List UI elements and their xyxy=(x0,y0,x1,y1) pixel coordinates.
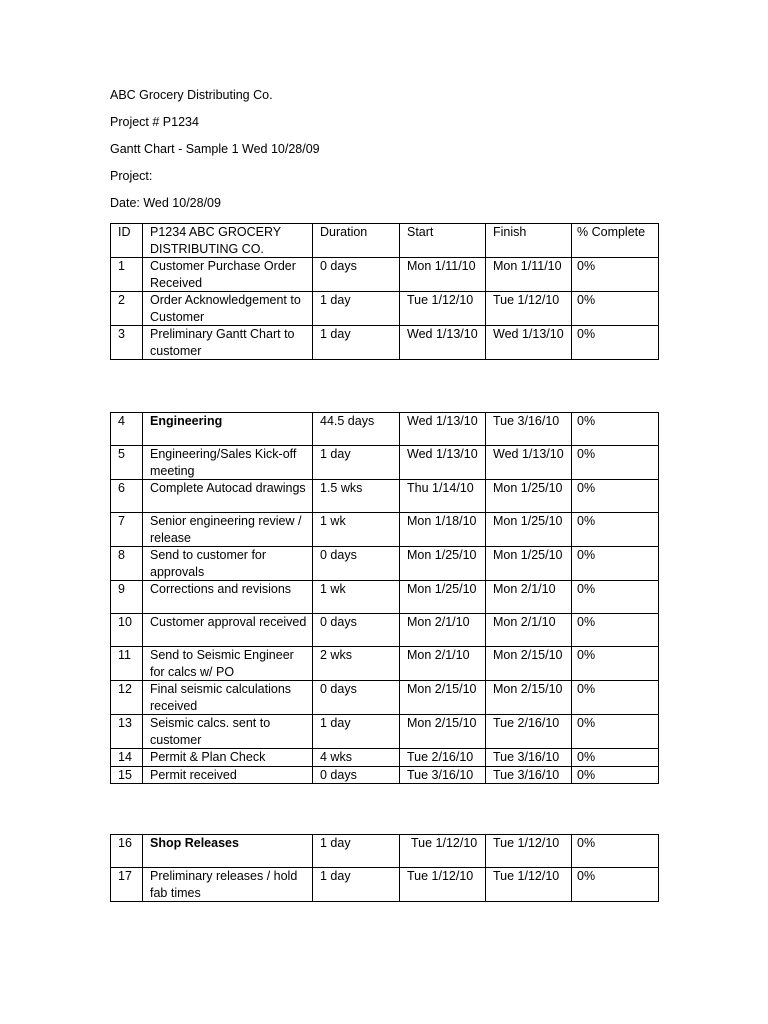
task-name: Permit & Plan Check xyxy=(143,749,313,767)
task-complete: 0% xyxy=(572,480,659,513)
task-id: 3 xyxy=(111,326,143,360)
task-start: Tue 1/12/10 xyxy=(400,868,486,902)
task-id: 12 xyxy=(111,681,143,715)
table-row xyxy=(111,715,659,749)
table-row xyxy=(111,326,659,360)
task-duration: 1 day xyxy=(313,715,400,749)
task-start: Wed 1/13/10 xyxy=(400,326,486,360)
task-name: Send to Seismic Engineer for calcs w/ PO xyxy=(143,647,313,681)
column-header-finish: Finish xyxy=(486,224,572,258)
task-name: Shop Releases xyxy=(143,835,313,868)
task-id: 1 xyxy=(111,258,143,292)
task-id: 6 xyxy=(111,480,143,513)
task-duration: 2 wks xyxy=(313,647,400,681)
task-complete: 0% xyxy=(572,749,659,767)
task-name: Preliminary Gantt Chart to customer xyxy=(143,326,313,360)
table-row xyxy=(111,480,659,513)
task-table-2 xyxy=(110,412,659,784)
task-complete: 0% xyxy=(572,835,659,868)
task-id: 8 xyxy=(111,547,143,581)
task-duration: 0 days xyxy=(313,258,400,292)
task-id: 7 xyxy=(111,513,143,547)
project-number: Project # P1234 xyxy=(110,115,199,129)
table-row xyxy=(111,868,659,902)
task-id: 2 xyxy=(111,292,143,326)
task-finish: Wed 1/13/10 xyxy=(486,446,572,480)
task-id: 15 xyxy=(111,766,143,784)
task-id: 16 xyxy=(111,835,143,868)
task-id: 5 xyxy=(111,446,143,480)
task-table-3 xyxy=(110,834,659,902)
task-duration: 44.5 days xyxy=(313,413,400,446)
task-finish: Mon 2/1/10 xyxy=(486,614,572,647)
task-name: Senior engineering review / release xyxy=(143,513,313,547)
task-duration: 1 day xyxy=(313,835,400,868)
task-finish: Tue 3/16/10 xyxy=(486,413,572,446)
task-id: 10 xyxy=(111,614,143,647)
task-start: Mon 1/25/10 xyxy=(400,547,486,581)
task-complete: 0% xyxy=(572,581,659,614)
column-header-id: ID xyxy=(111,224,143,258)
column-header-duration: Duration xyxy=(313,224,400,258)
task-name: Customer Purchase Order Received xyxy=(143,258,313,292)
task-duration: 1 wk xyxy=(313,581,400,614)
task-name: Final seismic calculations received xyxy=(143,681,313,715)
task-start: Mon 2/15/10 xyxy=(400,715,486,749)
date-line: Date: Wed 10/28/09 xyxy=(110,196,221,210)
task-name: Preliminary releases / hold fab times xyxy=(143,868,313,902)
task-id: 17 xyxy=(111,868,143,902)
task-complete: 0% xyxy=(572,647,659,681)
task-duration: 1 day xyxy=(313,868,400,902)
table-row xyxy=(111,614,659,647)
table-row xyxy=(111,547,659,581)
table-row xyxy=(111,681,659,715)
task-name: Permit received xyxy=(143,766,313,784)
task-id: 11 xyxy=(111,647,143,681)
column-header-start: Start xyxy=(400,224,486,258)
chart-title: Gantt Chart - Sample 1 Wed 10/28/09 xyxy=(110,142,320,156)
task-duration: 0 days xyxy=(313,766,400,784)
task-complete: 0% xyxy=(572,868,659,902)
task-start: Wed 1/13/10 xyxy=(400,413,486,446)
task-name: Send to customer for approvals xyxy=(143,547,313,581)
task-table-1 xyxy=(110,223,659,360)
task-start: Tue 1/12/10 xyxy=(400,292,486,326)
table-row xyxy=(111,766,659,784)
task-finish: Tue 3/16/10 xyxy=(486,749,572,767)
task-start: Mon 1/18/10 xyxy=(400,513,486,547)
table-row xyxy=(111,749,659,767)
task-duration: 0 days xyxy=(313,547,400,581)
task-finish: Tue 2/16/10 xyxy=(486,715,572,749)
table-row xyxy=(111,581,659,614)
table-row xyxy=(111,513,659,547)
task-duration: 1 wk xyxy=(313,513,400,547)
task-duration: 1.5 wks xyxy=(313,480,400,513)
task-start: Mon 1/25/10 xyxy=(400,581,486,614)
task-finish: Mon 1/11/10 xyxy=(486,258,572,292)
task-id: 4 xyxy=(111,413,143,446)
task-duration: 1 day xyxy=(313,446,400,480)
task-start: Tue 1/12/10 xyxy=(400,835,486,868)
task-finish: Mon 1/25/10 xyxy=(486,480,572,513)
task-complete: 0% xyxy=(572,614,659,647)
task-id: 13 xyxy=(111,715,143,749)
task-complete: 0% xyxy=(572,513,659,547)
task-finish: Tue 3/16/10 xyxy=(486,766,572,784)
task-name: Engineering xyxy=(143,413,313,446)
task-start: Mon 2/1/10 xyxy=(400,614,486,647)
project-label: Project: xyxy=(110,169,153,183)
task-finish: Mon 2/15/10 xyxy=(486,647,572,681)
task-finish: Wed 1/13/10 xyxy=(486,326,572,360)
task-complete: 0% xyxy=(572,766,659,784)
task-name: Customer approval received xyxy=(143,614,313,647)
task-id: 14 xyxy=(111,749,143,767)
task-name: Seismic calcs. sent to customer xyxy=(143,715,313,749)
task-start: Tue 2/16/10 xyxy=(400,749,486,767)
task-start: Mon 2/1/10 xyxy=(400,647,486,681)
task-complete: 0% xyxy=(572,446,659,480)
task-duration: 4 wks xyxy=(313,749,400,767)
task-finish: Mon 2/1/10 xyxy=(486,581,572,614)
table-row xyxy=(111,446,659,480)
column-header-complete: % Complete xyxy=(572,224,659,258)
task-finish: Mon 2/15/10 xyxy=(486,681,572,715)
table-row xyxy=(111,292,659,326)
task-complete: 0% xyxy=(572,292,659,326)
task-finish: Tue 1/12/10 xyxy=(486,292,572,326)
task-start: Thu 1/14/10 xyxy=(400,480,486,513)
task-duration: 1 day xyxy=(313,326,400,360)
task-start: Mon 1/11/10 xyxy=(400,258,486,292)
task-id: 9 xyxy=(111,581,143,614)
task-complete: 0% xyxy=(572,258,659,292)
task-start: Tue 3/16/10 xyxy=(400,766,486,784)
task-name: Corrections and revisions xyxy=(143,581,313,614)
task-name: Order Acknowledgement to Customer xyxy=(143,292,313,326)
table-header-row xyxy=(111,224,659,258)
task-duration: 1 day xyxy=(313,292,400,326)
task-name: Complete Autocad drawings xyxy=(143,480,313,513)
task-complete: 0% xyxy=(572,326,659,360)
table-row-summary xyxy=(111,835,659,868)
task-complete: 0% xyxy=(572,715,659,749)
task-duration: 0 days xyxy=(313,614,400,647)
task-complete: 0% xyxy=(572,547,659,581)
task-complete: 0% xyxy=(572,413,659,446)
task-start: Wed 1/13/10 xyxy=(400,446,486,480)
task-name: Engineering/Sales Kick-off meeting xyxy=(143,446,313,480)
task-finish: Tue 1/12/10 xyxy=(486,868,572,902)
task-finish: Mon 1/25/10 xyxy=(486,513,572,547)
task-duration: 0 days xyxy=(313,681,400,715)
task-finish: Tue 1/12/10 xyxy=(486,835,572,868)
table-row xyxy=(111,258,659,292)
table-row xyxy=(111,647,659,681)
column-header-task: P1234 ABC GROCERY DISTRIBUTING CO. xyxy=(143,224,313,258)
table-row-summary xyxy=(111,413,659,446)
task-finish: Mon 1/25/10 xyxy=(486,547,572,581)
company-name: ABC Grocery Distributing Co. xyxy=(110,88,273,102)
task-complete: 0% xyxy=(572,681,659,715)
task-start: Mon 2/15/10 xyxy=(400,681,486,715)
